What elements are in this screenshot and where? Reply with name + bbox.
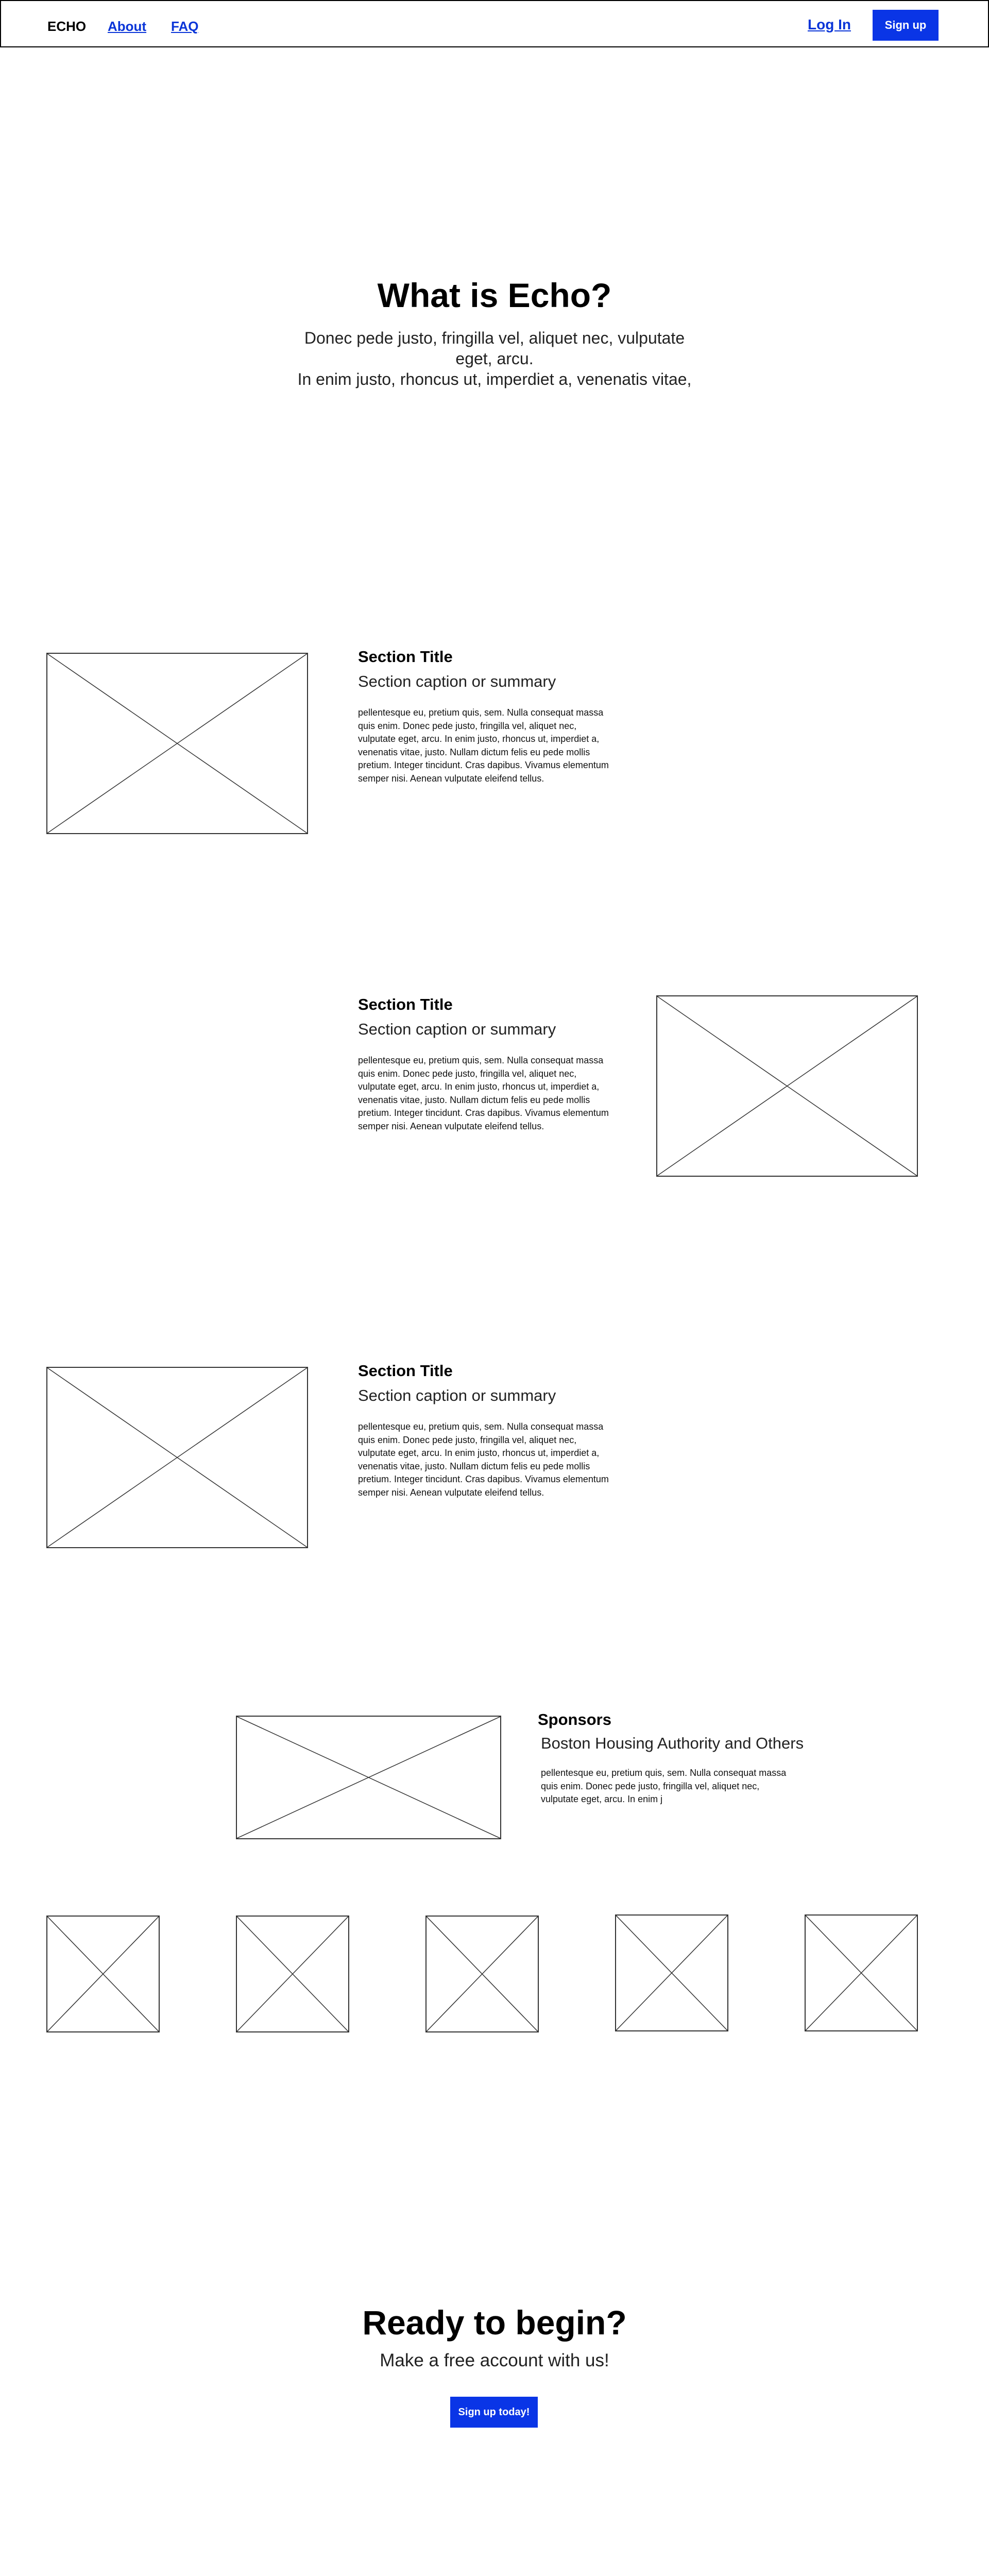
login-link[interactable]: Log In <box>808 16 851 32</box>
hero-subtitle <box>288 328 701 389</box>
hero-subtitle-line-2: In enim justo, rhoncus ut, imperdiet a, venenatis vitae, <box>297 370 692 388</box>
nav-link-faq[interactable]: FAQ <box>171 19 199 34</box>
sponsor-logo-placeholder <box>425 1916 539 2032</box>
sponsor-logo-placeholder <box>615 1914 728 2031</box>
cta-title: Ready to begin? <box>362 2303 627 2342</box>
section-body: pellentesque eu, pretium quis, sem. Nulla consequat massa quis enim. Donec pede justo, fringilla vel, aliquet nec, vulputate eget, arcu. In enim justo, rhoncus ut, imperdiet a, venenatis vitae, justo. Nullam dictum felis eu pede mollis pretium. Integer tincidunt. Cras dapibus. Vivamus elementum semper nisi. Aenean vulputate eleifend tellus. <box>358 1421 609 1498</box>
sponsor-logo-placeholder <box>46 1916 160 2032</box>
section-body: pellentesque eu, pretium quis, sem. Nulla consequat massa quis enim. Donec pede justo, fringilla vel, aliquet nec, vulputate eget, arcu. In enim justo, rhoncus ut, imperdiet a, venenatis vitae, justo. Nullam dictum felis eu pede mollis pretium. Integer tincidunt. Cras dapibus. Vivamus elementum semper nisi. Aenean vulputate eleifend tellus. <box>358 1055 609 1131</box>
signup-button[interactable]: Sign up <box>873 10 939 41</box>
sponsor-image-placeholder <box>236 1716 501 1839</box>
image-placeholder <box>46 653 308 834</box>
image-placeholder <box>46 1367 308 1548</box>
image-placeholder <box>656 995 918 1177</box>
section-title: Section Title <box>358 995 453 1013</box>
sponsors-caption: Boston Housing Authority and Others <box>541 1734 804 1752</box>
top-nav-bar <box>0 0 989 47</box>
cta-subtitle: Make a free account with us! <box>380 2350 609 2370</box>
sponsors-title: Sponsors <box>538 1710 611 1728</box>
nav-link-about[interactable]: About <box>108 19 147 34</box>
hero-title: What is Echo? <box>377 276 612 314</box>
section-caption: Section caption or summary <box>358 672 556 690</box>
section-caption: Section caption or summary <box>358 1020 556 1038</box>
signup-today-button[interactable]: Sign up today! <box>450 2397 538 2428</box>
section-caption: Section caption or summary <box>358 1386 556 1404</box>
brand-logo[interactable]: ECHO <box>47 19 87 34</box>
section-title: Section Title <box>358 648 453 666</box>
section-body: pellentesque eu, pretium quis, sem. Nulla consequat massa quis enim. Donec pede justo, fringilla vel, aliquet nec, vulputate eget, arcu. In enim justo, rhoncus ut, imperdiet a, venenatis vitae, justo. Nullam dictum felis eu pede mollis pretium. Integer tincidunt. Cras dapibus. Vivamus elementum semper nisi. Aenean vulputate eleifend tellus. <box>358 707 609 784</box>
section-title: Section Title <box>358 1362 453 1380</box>
hero-subtitle-line-1: Donec pede justo, fringilla vel, aliquet nec, vulputate eget, arcu. <box>304 329 685 368</box>
sponsors-body: pellentesque eu, pretium quis, sem. Nulla consequat massa quis enim. Donec pede justo, fringilla vel, aliquet nec, vulputate eget, arcu. In enim j <box>541 1768 787 1804</box>
sponsor-logo-placeholder <box>805 1914 918 2031</box>
sponsor-logo-placeholder <box>236 1916 349 2032</box>
